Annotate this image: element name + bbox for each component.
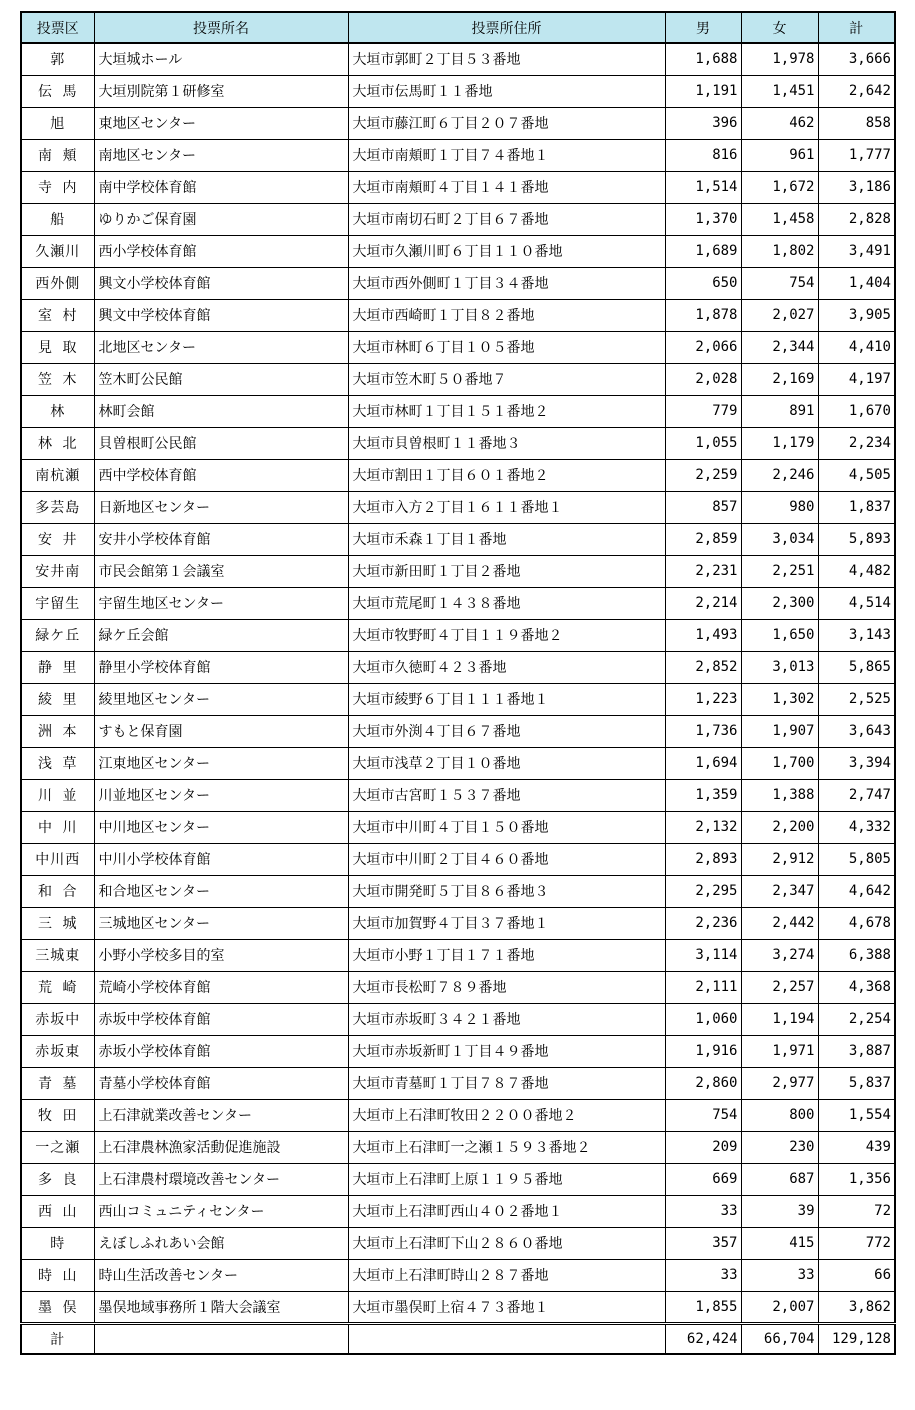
cell-male: 2,259 [665, 459, 741, 491]
cell-male: 357 [665, 1227, 741, 1259]
cell-male: 2,214 [665, 587, 741, 619]
cell-place: 江東地区センター [94, 747, 348, 779]
table-row [21, 235, 895, 267]
cell-female: 2,977 [741, 1067, 818, 1099]
cell-address: 大垣市赤坂新町１丁目４９番地 [348, 1035, 665, 1067]
cell-place: 南中学校体育館 [94, 171, 348, 203]
cell-place: 三城地区センター [94, 907, 348, 939]
cell-total: 1,404 [818, 267, 895, 299]
cell-female: 687 [741, 1163, 818, 1195]
cell-male: 2,111 [665, 971, 741, 1003]
cell-total: 2,747 [818, 779, 895, 811]
header-female: 女 [741, 12, 818, 43]
header-place: 投票所名 [94, 12, 348, 43]
cell-female: 3,034 [741, 523, 818, 555]
table-row [21, 299, 895, 331]
cell-address: 大垣市上石津町西山４０２番地１ [348, 1195, 665, 1227]
cell-male: 1,878 [665, 299, 741, 331]
cell-address: 大垣市南頬町１丁目７４番地１ [348, 139, 665, 171]
cell-address: 大垣市久徳町４２３番地 [348, 651, 665, 683]
cell-place: 和合地区センター [94, 875, 348, 907]
cell-district: 南 頬 [21, 139, 94, 171]
cell-address: 大垣市久瀬川町６丁目１１０番地 [348, 235, 665, 267]
cell-female: 1,907 [741, 715, 818, 747]
cell-address: 大垣市西崎町１丁目８２番地 [348, 299, 665, 331]
cell-place: 林町会館 [94, 395, 348, 427]
cell-total: 2,642 [818, 75, 895, 107]
cell-male: 33 [665, 1195, 741, 1227]
cell-female: 800 [741, 1099, 818, 1131]
table-row [21, 587, 895, 619]
cell-place: 大垣城ホール [94, 43, 348, 75]
header-district: 投票区 [21, 12, 94, 43]
cell-total: 66 [818, 1259, 895, 1291]
cell-address: 大垣市加賀野４丁目３７番地１ [348, 907, 665, 939]
table-row [21, 651, 895, 683]
cell-female: 2,344 [741, 331, 818, 363]
cell-male: 1,689 [665, 235, 741, 267]
cell-male: 1,055 [665, 427, 741, 459]
cell-address: 大垣市上石津町時山２８７番地 [348, 1259, 665, 1291]
cell-address: 大垣市藤江町６丁目２０７番地 [348, 107, 665, 139]
cell-total: 3,143 [818, 619, 895, 651]
cell-male: 1,514 [665, 171, 741, 203]
cell-female: 1,458 [741, 203, 818, 235]
cell-male: 2,295 [665, 875, 741, 907]
cell-male: 669 [665, 1163, 741, 1195]
cell-place: 小野小学校多目的室 [94, 939, 348, 971]
cell-female: 462 [741, 107, 818, 139]
table-row [21, 715, 895, 747]
cell-place: 時山生活改善センター [94, 1259, 348, 1291]
cell-place: 静里小学校体育館 [94, 651, 348, 683]
cell-total: 3,643 [818, 715, 895, 747]
cell-address: 大垣市南頬町４丁目１４１番地 [348, 171, 665, 203]
cell-district: 時 山 [21, 1259, 94, 1291]
cell-district: 緑ケ丘 [21, 619, 94, 651]
cell-place: 大垣別院第１研修室 [94, 75, 348, 107]
table-row [21, 747, 895, 779]
cell-male: 2,236 [665, 907, 741, 939]
cell-district: 郭 [21, 43, 94, 75]
cell-place: 市民会館第１会議室 [94, 555, 348, 587]
cell-address: 大垣市荒尾町１４３８番地 [348, 587, 665, 619]
cell-district: 笠 木 [21, 363, 94, 395]
cell-district: 宇留生 [21, 587, 94, 619]
cell-female: 2,007 [741, 1291, 818, 1323]
cell-place: 青墓小学校体育館 [94, 1067, 348, 1099]
cell-address: 大垣市古宮町１５３７番地 [348, 779, 665, 811]
table-row [21, 331, 895, 363]
table-row [21, 843, 895, 875]
table-row [21, 171, 895, 203]
cell-address: 大垣市上石津町上原１１９５番地 [348, 1163, 665, 1195]
cell-place: 宇留生地区センター [94, 587, 348, 619]
cell-male: 816 [665, 139, 741, 171]
cell-male: 2,132 [665, 811, 741, 843]
cell-total: 1,554 [818, 1099, 895, 1131]
cell-female: 2,246 [741, 459, 818, 491]
table-row [21, 267, 895, 299]
cell-district: 洲 本 [21, 715, 94, 747]
cell-place: 興文小学校体育館 [94, 267, 348, 299]
cell-male: 857 [665, 491, 741, 523]
cell-total: 5,893 [818, 523, 895, 555]
totals-male: 62,424 [665, 1323, 741, 1354]
cell-total: 4,482 [818, 555, 895, 587]
cell-district: 川 並 [21, 779, 94, 811]
cell-district: 和 合 [21, 875, 94, 907]
cell-male: 754 [665, 1099, 741, 1131]
totals-address [348, 1323, 665, 1354]
cell-district: 三 城 [21, 907, 94, 939]
cell-female: 891 [741, 395, 818, 427]
cell-female: 2,027 [741, 299, 818, 331]
cell-total: 772 [818, 1227, 895, 1259]
cell-total: 3,394 [818, 747, 895, 779]
cell-female: 1,672 [741, 171, 818, 203]
cell-address: 大垣市禾森１丁目１番地 [348, 523, 665, 555]
cell-female: 2,257 [741, 971, 818, 1003]
cell-place: 笠木町公民館 [94, 363, 348, 395]
polling-stations-table [20, 11, 896, 1355]
cell-address: 大垣市墨俣町上宿４７３番地１ [348, 1291, 665, 1323]
cell-address: 大垣市南切石町２丁目６７番地 [348, 203, 665, 235]
cell-total: 72 [818, 1195, 895, 1227]
cell-place: 赤坂小学校体育館 [94, 1035, 348, 1067]
cell-address: 大垣市割田１丁目６０１番地２ [348, 459, 665, 491]
cell-male: 2,231 [665, 555, 741, 587]
cell-total: 4,410 [818, 331, 895, 363]
cell-address: 大垣市青墓町１丁目７８７番地 [348, 1067, 665, 1099]
cell-address: 大垣市開発町５丁目８６番地３ [348, 875, 665, 907]
table-row [21, 1195, 895, 1227]
cell-district: 赤坂東 [21, 1035, 94, 1067]
cell-district: 多 良 [21, 1163, 94, 1195]
table-row [21, 811, 895, 843]
header-address: 投票所住所 [348, 12, 665, 43]
cell-address: 大垣市長松町７８９番地 [348, 971, 665, 1003]
cell-male: 1,694 [665, 747, 741, 779]
cell-address: 大垣市林町６丁目１０５番地 [348, 331, 665, 363]
table-row [21, 459, 895, 491]
cell-district: 安井南 [21, 555, 94, 587]
cell-total: 3,887 [818, 1035, 895, 1067]
cell-male: 650 [665, 267, 741, 299]
cell-female: 961 [741, 139, 818, 171]
cell-district: 旭 [21, 107, 94, 139]
table-row [21, 1259, 895, 1291]
cell-female: 1,978 [741, 43, 818, 75]
cell-district: 西 山 [21, 1195, 94, 1227]
cell-male: 396 [665, 107, 741, 139]
cell-place: 興文中学校体育館 [94, 299, 348, 331]
header-male: 男 [665, 12, 741, 43]
cell-address: 大垣市中川町２丁目４６０番地 [348, 843, 665, 875]
table-row [21, 1035, 895, 1067]
cell-place: 上石津就業改善センター [94, 1099, 348, 1131]
table-row [21, 1003, 895, 1035]
cell-place: 北地区センター [94, 331, 348, 363]
cell-male: 1,493 [665, 619, 741, 651]
table-row [21, 523, 895, 555]
cell-female: 2,347 [741, 875, 818, 907]
cell-female: 754 [741, 267, 818, 299]
cell-district: 多芸島 [21, 491, 94, 523]
table-row [21, 395, 895, 427]
table-body [21, 43, 895, 1323]
cell-address: 大垣市上石津町一之瀬１５９３番地２ [348, 1131, 665, 1163]
cell-place: 上石津農林漁家活動促進施設 [94, 1131, 348, 1163]
totals-total: 129,128 [818, 1323, 895, 1354]
cell-place: 中川小学校体育館 [94, 843, 348, 875]
cell-female: 230 [741, 1131, 818, 1163]
cell-district: 船 [21, 203, 94, 235]
totals-place [94, 1323, 348, 1354]
cell-address: 大垣市貝曽根町１１番地３ [348, 427, 665, 459]
cell-female: 1,388 [741, 779, 818, 811]
totals-label: 計 [21, 1323, 94, 1354]
table-row [21, 75, 895, 107]
cell-district: 安 井 [21, 523, 94, 555]
cell-female: 2,300 [741, 587, 818, 619]
cell-address: 大垣市小野１丁目１７１番地 [348, 939, 665, 971]
table-row [21, 907, 895, 939]
cell-address: 大垣市新田町１丁目２番地 [348, 555, 665, 587]
table-row [21, 203, 895, 235]
table-row [21, 1067, 895, 1099]
totals-female: 66,704 [741, 1323, 818, 1354]
header-row [21, 12, 895, 43]
table-row [21, 491, 895, 523]
cell-total: 4,678 [818, 907, 895, 939]
cell-total: 4,197 [818, 363, 895, 395]
cell-female: 3,013 [741, 651, 818, 683]
cell-female: 33 [741, 1259, 818, 1291]
table-row [21, 363, 895, 395]
cell-place: 安井小学校体育館 [94, 523, 348, 555]
cell-total: 5,805 [818, 843, 895, 875]
table-row [21, 43, 895, 75]
cell-male: 779 [665, 395, 741, 427]
cell-district: 久瀬川 [21, 235, 94, 267]
cell-total: 3,491 [818, 235, 895, 267]
cell-total: 2,525 [818, 683, 895, 715]
cell-total: 1,777 [818, 139, 895, 171]
cell-place: 荒崎小学校体育館 [94, 971, 348, 1003]
cell-place: 日新地区センター [94, 491, 348, 523]
cell-address: 大垣市赤坂町３４２１番地 [348, 1003, 665, 1035]
cell-district: 中川西 [21, 843, 94, 875]
cell-female: 1,650 [741, 619, 818, 651]
table-row [21, 779, 895, 811]
cell-female: 39 [741, 1195, 818, 1227]
cell-female: 1,700 [741, 747, 818, 779]
cell-address: 大垣市郭町２丁目５３番地 [348, 43, 665, 75]
cell-address: 大垣市綾野６丁目１１１番地１ [348, 683, 665, 715]
cell-district: 伝 馬 [21, 75, 94, 107]
cell-place: えぼしふれあい会館 [94, 1227, 348, 1259]
table-row [21, 1163, 895, 1195]
cell-address: 大垣市上石津町下山２８６０番地 [348, 1227, 665, 1259]
cell-place: 西小学校体育館 [94, 235, 348, 267]
table-row [21, 875, 895, 907]
cell-female: 980 [741, 491, 818, 523]
cell-district: 室 村 [21, 299, 94, 331]
cell-female: 1,302 [741, 683, 818, 715]
cell-female: 3,274 [741, 939, 818, 971]
cell-total: 3,862 [818, 1291, 895, 1323]
cell-address: 大垣市牧野町４丁目１１９番地２ [348, 619, 665, 651]
cell-address: 大垣市入方２丁目１６１１番地１ [348, 491, 665, 523]
cell-total: 2,254 [818, 1003, 895, 1035]
cell-female: 1,451 [741, 75, 818, 107]
cell-district: 寺 内 [21, 171, 94, 203]
cell-male: 1,191 [665, 75, 741, 107]
cell-total: 6,388 [818, 939, 895, 971]
cell-total: 858 [818, 107, 895, 139]
totals-row [21, 1323, 895, 1354]
cell-total: 1,356 [818, 1163, 895, 1195]
table-row [21, 619, 895, 651]
cell-male: 2,028 [665, 363, 741, 395]
cell-place: 墨俣地域事務所１階大会議室 [94, 1291, 348, 1323]
cell-address: 大垣市笠木町５０番地７ [348, 363, 665, 395]
cell-female: 2,442 [741, 907, 818, 939]
cell-place: 南地区センター [94, 139, 348, 171]
cell-male: 2,859 [665, 523, 741, 555]
cell-male: 2,860 [665, 1067, 741, 1099]
cell-place: 西山コミュニティセンター [94, 1195, 348, 1227]
cell-total: 1,837 [818, 491, 895, 523]
cell-address: 大垣市中川町４丁目１５０番地 [348, 811, 665, 843]
cell-female: 2,251 [741, 555, 818, 587]
cell-male: 1,060 [665, 1003, 741, 1035]
cell-male: 1,359 [665, 779, 741, 811]
cell-address: 大垣市上石津町牧田２２００番地２ [348, 1099, 665, 1131]
cell-total: 3,666 [818, 43, 895, 75]
cell-female: 2,169 [741, 363, 818, 395]
cell-district: 時 [21, 1227, 94, 1259]
cell-place: 東地区センター [94, 107, 348, 139]
cell-district: 林 北 [21, 427, 94, 459]
cell-district: 牧 田 [21, 1099, 94, 1131]
cell-total: 2,828 [818, 203, 895, 235]
cell-address: 大垣市伝馬町１１番地 [348, 75, 665, 107]
cell-district: 西外側 [21, 267, 94, 299]
cell-total: 2,234 [818, 427, 895, 459]
cell-address: 大垣市浅草２丁目１０番地 [348, 747, 665, 779]
cell-place: ゆりかご保育園 [94, 203, 348, 235]
cell-male: 2,066 [665, 331, 741, 363]
table-row [21, 683, 895, 715]
cell-female: 1,179 [741, 427, 818, 459]
cell-male: 2,893 [665, 843, 741, 875]
table-row [21, 1099, 895, 1131]
cell-place: 中川地区センター [94, 811, 348, 843]
cell-district: 三城東 [21, 939, 94, 971]
cell-total: 4,368 [818, 971, 895, 1003]
cell-district: 南杭瀬 [21, 459, 94, 491]
cell-district: 墨 俣 [21, 1291, 94, 1323]
cell-female: 1,194 [741, 1003, 818, 1035]
cell-total: 1,670 [818, 395, 895, 427]
cell-male: 2,852 [665, 651, 741, 683]
cell-female: 1,802 [741, 235, 818, 267]
cell-place: 上石津農村環境改善センター [94, 1163, 348, 1195]
table-row [21, 555, 895, 587]
cell-male: 33 [665, 1259, 741, 1291]
cell-female: 2,200 [741, 811, 818, 843]
table-row [21, 1227, 895, 1259]
cell-total: 4,505 [818, 459, 895, 491]
cell-male: 1,855 [665, 1291, 741, 1323]
cell-district: 綾 里 [21, 683, 94, 715]
cell-district: 荒 崎 [21, 971, 94, 1003]
cell-place: 西中学校体育館 [94, 459, 348, 491]
table-row [21, 139, 895, 171]
cell-total: 4,332 [818, 811, 895, 843]
cell-district: 一之瀬 [21, 1131, 94, 1163]
cell-place: 綾里地区センター [94, 683, 348, 715]
cell-district: 林 [21, 395, 94, 427]
cell-address: 大垣市西外側町１丁目３４番地 [348, 267, 665, 299]
cell-total: 4,514 [818, 587, 895, 619]
cell-male: 1,688 [665, 43, 741, 75]
cell-district: 静 里 [21, 651, 94, 683]
cell-male: 3,114 [665, 939, 741, 971]
cell-address: 大垣市林町１丁目１５１番地２ [348, 395, 665, 427]
cell-total: 5,865 [818, 651, 895, 683]
cell-total: 3,186 [818, 171, 895, 203]
table-row [21, 107, 895, 139]
cell-district: 赤坂中 [21, 1003, 94, 1035]
cell-place: 川並地区センター [94, 779, 348, 811]
cell-female: 415 [741, 1227, 818, 1259]
table-row [21, 427, 895, 459]
cell-place: すもと保育園 [94, 715, 348, 747]
cell-total: 5,837 [818, 1067, 895, 1099]
cell-total: 4,642 [818, 875, 895, 907]
header-total: 計 [818, 12, 895, 43]
cell-place: 貝曽根町公民館 [94, 427, 348, 459]
cell-male: 1,736 [665, 715, 741, 747]
cell-place: 赤坂中学校体育館 [94, 1003, 348, 1035]
cell-district: 見 取 [21, 331, 94, 363]
cell-district: 中 川 [21, 811, 94, 843]
cell-male: 1,916 [665, 1035, 741, 1067]
cell-district: 青 墓 [21, 1067, 94, 1099]
cell-female: 1,971 [741, 1035, 818, 1067]
table-row [21, 1291, 895, 1323]
cell-total: 439 [818, 1131, 895, 1163]
cell-address: 大垣市外渕４丁目６７番地 [348, 715, 665, 747]
table-row [21, 939, 895, 971]
cell-male: 1,370 [665, 203, 741, 235]
polling-table-container [20, 11, 896, 1355]
cell-place: 緑ケ丘会館 [94, 619, 348, 651]
cell-female: 2,912 [741, 843, 818, 875]
table-row [21, 971, 895, 1003]
cell-district: 浅 草 [21, 747, 94, 779]
cell-total: 3,905 [818, 299, 895, 331]
cell-male: 209 [665, 1131, 741, 1163]
cell-male: 1,223 [665, 683, 741, 715]
table-row [21, 1131, 895, 1163]
